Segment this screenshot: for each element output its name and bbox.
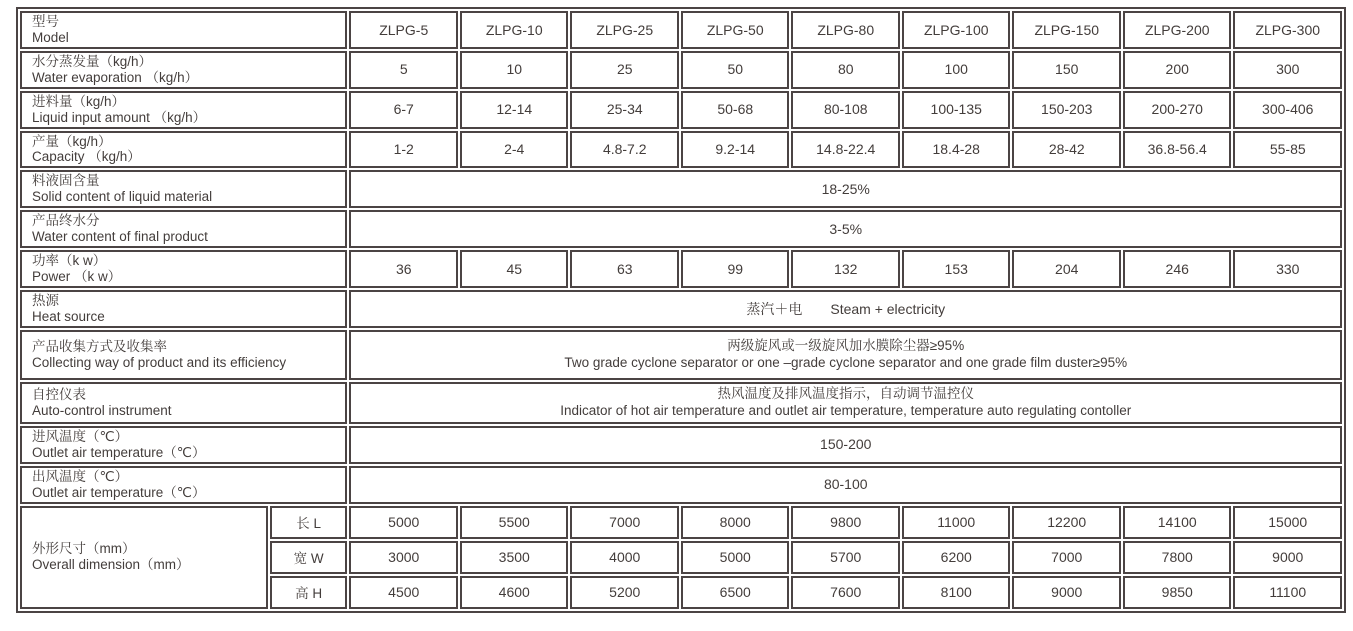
label-zh: 功率（k w）	[32, 253, 107, 269]
label-zh: 进料量（kg/h）	[32, 93, 126, 109]
model-cell: ZLPG-100	[902, 11, 1011, 49]
spec-cell: 5	[349, 51, 458, 89]
label-en: Water evaporation （kg/h）	[32, 69, 199, 85]
spec-cell: 150	[1012, 51, 1121, 89]
spec-cell: 200-270	[1123, 91, 1232, 129]
dimension-cell: 8100	[902, 576, 1011, 609]
dimension-cell: 9850	[1123, 576, 1232, 609]
row-water-evaporation	[20, 51, 1342, 89]
spec-cell: 100-135	[902, 91, 1011, 129]
model-cell: ZLPG-50	[681, 11, 790, 49]
model-cell: ZLPG-10	[460, 11, 569, 49]
row-label-water-evaporation	[20, 51, 347, 89]
label-zh: 型号	[32, 14, 59, 29]
spec-cell: 50-68	[681, 91, 790, 129]
model-cell: ZLPG-5	[349, 11, 458, 49]
label-zh: 出风温度（℃）	[32, 468, 129, 484]
spec-cell: 132	[791, 250, 900, 288]
row-dimension-length	[20, 506, 1342, 539]
label-en: Capacity （kg/h）	[32, 149, 141, 165]
label-en: Model	[32, 29, 69, 45]
row-label-power	[20, 250, 347, 288]
spec-cell: 28-42	[1012, 131, 1121, 169]
dimension-cell: 15000	[1233, 506, 1342, 539]
label-en: Collecting way of product and its efficiency	[32, 354, 287, 370]
spec-cell: 204	[1012, 250, 1121, 288]
dimension-cell: 12200	[1012, 506, 1121, 539]
spec-cell: 50	[681, 51, 790, 89]
dimension-cell: 5500	[460, 506, 569, 539]
row-final-water-content	[20, 210, 1342, 248]
spec-cell: 300-406	[1233, 91, 1342, 129]
label-en: Water content of final product	[32, 229, 208, 245]
spec-cell: 99	[681, 250, 790, 288]
spec-cell: 9.2-14	[681, 131, 790, 169]
span-en: Two grade cyclone separator or one –grade cyclone separator and one grade film duster≥95%	[564, 354, 1128, 370]
dimension-cell: 7000	[570, 506, 679, 539]
dimension-cell: 14100	[1123, 506, 1232, 539]
row-collecting-way	[20, 330, 1342, 380]
dimension-cell: 5700	[791, 541, 900, 574]
spec-cell: 14.8-22.4	[791, 131, 900, 169]
spec-span-cell	[349, 330, 1342, 380]
spec-cell: 18.4-28	[902, 131, 1011, 169]
row-label-capacity	[20, 131, 347, 169]
dimension-cell: 6200	[902, 541, 1011, 574]
label-zh: 料液固含量	[32, 173, 100, 189]
dimension-sublabel-height: 高 H	[270, 576, 348, 609]
label-en: Solid content of liquid material	[32, 189, 213, 205]
spec-cell: 80-108	[791, 91, 900, 129]
spec-span-cell: 80-100	[349, 466, 1342, 504]
spec-cell: 12-14	[460, 91, 569, 129]
row-auto-control	[20, 382, 1342, 424]
spec-cell: 6-7	[349, 91, 458, 129]
dimension-cell: 7600	[791, 576, 900, 609]
label-zh: 自控仪表	[32, 386, 86, 402]
dimension-cell: 4000	[570, 541, 679, 574]
label-en: Outlet air temperature（℃）	[32, 444, 206, 460]
label-zh: 产品终水分	[32, 213, 100, 229]
spec-cell: 4.8-7.2	[570, 131, 679, 169]
row-label-model	[20, 11, 347, 49]
label-en: Power （k w）	[32, 269, 122, 285]
model-cell: ZLPG-300	[1233, 11, 1342, 49]
dimension-cell: 6500	[681, 576, 790, 609]
row-label-inlet-air-temperature	[20, 426, 347, 464]
dimension-cell: 8000	[681, 506, 790, 539]
model-cell: ZLPG-25	[570, 11, 679, 49]
spec-span-cell: 3-5%	[349, 210, 1342, 248]
spec-cell: 36.8-56.4	[1123, 131, 1232, 169]
spec-cell: 80	[791, 51, 900, 89]
spec-span-cell: 18-25%	[349, 170, 1342, 208]
spec-cell: 200	[1123, 51, 1232, 89]
spec-cell: 10	[460, 51, 569, 89]
model-cell: ZLPG-150	[1012, 11, 1121, 49]
spec-cell: 45	[460, 250, 569, 288]
spec-cell: 153	[902, 250, 1011, 288]
row-label-outlet-air-temperature	[20, 466, 347, 504]
label-zh: 进风温度（℃）	[32, 428, 129, 444]
spec-cell: 25	[570, 51, 679, 89]
row-label-solid-content	[20, 170, 347, 208]
model-cell: ZLPG-80	[791, 11, 900, 49]
dimension-cell: 3500	[460, 541, 569, 574]
dimension-cell: 3000	[349, 541, 458, 574]
label-en: Outlet air temperature（℃）	[32, 484, 206, 500]
dimension-cell: 5000	[349, 506, 458, 539]
row-label-liquid-input	[20, 91, 347, 129]
dimension-cell: 9000	[1012, 576, 1121, 609]
row-model	[20, 11, 1342, 49]
span-zh: 热风温度及排风温度指示，自动调节温控仪	[717, 386, 974, 402]
label-en: Auto-control instrument	[32, 402, 172, 418]
dimension-sublabel-width: 宽 W	[270, 541, 348, 574]
row-label-heat-source	[20, 290, 347, 328]
label-en: Heat source	[32, 308, 105, 324]
spec-cell: 100	[902, 51, 1011, 89]
spec-cell: 25-34	[570, 91, 679, 129]
label-zh: 产量（kg/h）	[32, 133, 112, 149]
row-heat-source	[20, 290, 1342, 328]
dimension-cell: 7800	[1123, 541, 1232, 574]
spec-cell: 300	[1233, 51, 1342, 89]
spec-span-cell: 蒸汽＋电 Steam + electricity	[349, 290, 1342, 328]
row-label-overall-dimension	[20, 506, 268, 609]
spec-table	[16, 7, 1346, 613]
spec-cell: 55-85	[1233, 131, 1342, 169]
dimension-cell: 9000	[1233, 541, 1342, 574]
spec-cell: 150-203	[1012, 91, 1121, 129]
row-label-auto-control	[20, 382, 347, 424]
label-zh: 热源	[32, 293, 59, 309]
label-en: Overall dimension（mm）	[32, 557, 190, 573]
dimension-sublabel-length: 长 L	[270, 506, 348, 539]
spec-span-cell	[349, 382, 1342, 424]
label-zh: 外形尺寸（mm）	[32, 541, 136, 557]
spec-cell: 246	[1123, 250, 1232, 288]
row-label-collecting-way	[20, 330, 347, 380]
dimension-cell: 5200	[570, 576, 679, 609]
spec-cell: 1-2	[349, 131, 458, 169]
row-label-final-water-content	[20, 210, 347, 248]
span-zh: 两级旋风或一级旋风加水膜除尘器≥95%	[727, 338, 965, 354]
spec-span-cell: 150-200	[349, 426, 1342, 464]
dimension-cell: 5000	[681, 541, 790, 574]
dimension-cell: 11000	[902, 506, 1011, 539]
dimension-cell: 7000	[1012, 541, 1121, 574]
dimension-cell: 9800	[791, 506, 900, 539]
label-zh: 产品收集方式及收集率	[32, 338, 167, 354]
spec-cell: 63	[570, 250, 679, 288]
model-cell: ZLPG-200	[1123, 11, 1232, 49]
dimension-cell: 4500	[349, 576, 458, 609]
row-solid-content	[20, 170, 1342, 208]
row-outlet-air-temperature	[20, 466, 1342, 504]
row-liquid-input	[20, 91, 1342, 129]
spec-cell: 2-4	[460, 131, 569, 169]
row-capacity	[20, 131, 1342, 169]
label-en: Liquid input amount （kg/h）	[32, 109, 207, 125]
dimension-cell: 11100	[1233, 576, 1342, 609]
spec-cell: 330	[1233, 250, 1342, 288]
spec-cell: 36	[349, 250, 458, 288]
label-zh: 水分蒸发量（kg/h）	[32, 53, 153, 69]
row-power	[20, 250, 1342, 288]
dimension-cell: 4600	[460, 576, 569, 609]
span-en: Indicator of hot air temperature and outlet air temperature, temperature auto regulating contoller	[560, 402, 1132, 418]
row-inlet-air-temperature	[20, 426, 1342, 464]
